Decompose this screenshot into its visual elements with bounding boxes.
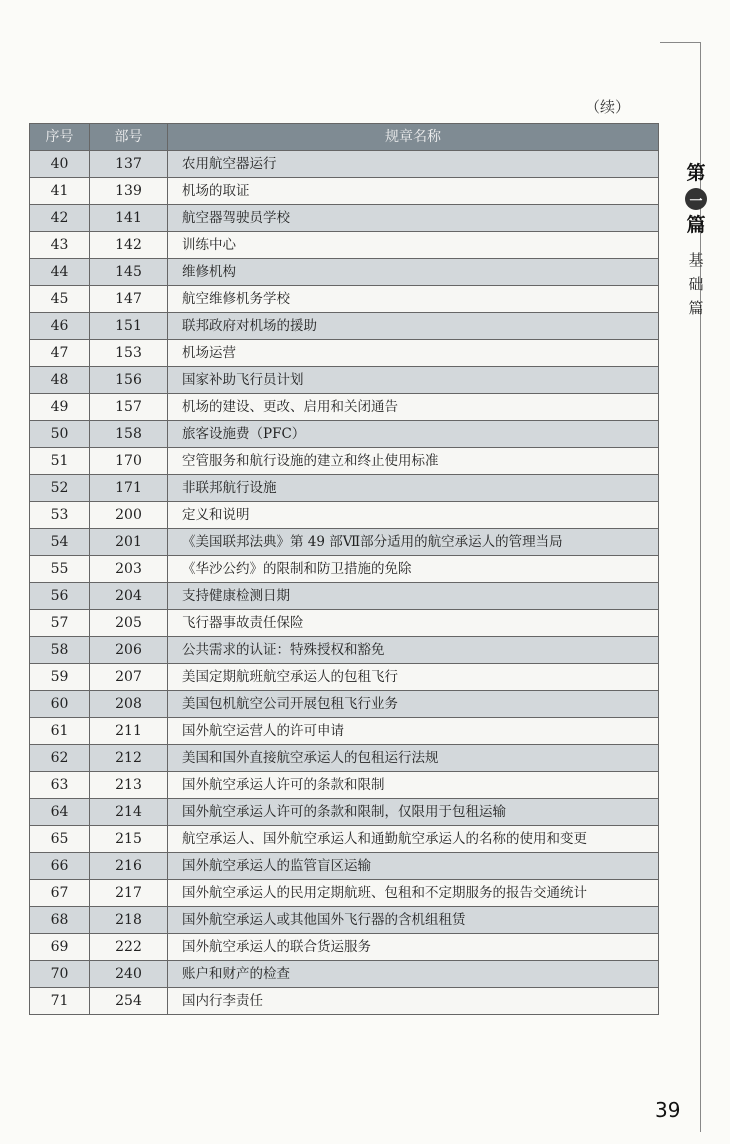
row-index: 58 — [30, 637, 90, 664]
row-index: 67 — [30, 880, 90, 907]
table-row — [30, 664, 659, 691]
row-index: 42 — [30, 205, 90, 232]
page-number: 39 — [655, 1098, 681, 1122]
row-index: 71 — [30, 988, 90, 1015]
header-rule-name: 规章名称 — [168, 124, 659, 151]
row-index: 59 — [30, 664, 90, 691]
header-index: 序号 — [30, 124, 90, 151]
row-index: 43 — [30, 232, 90, 259]
table-row — [30, 151, 659, 178]
row-part-number: 222 — [90, 934, 168, 961]
row-rule-name: 账户和财产的检查 — [168, 961, 659, 988]
table-row — [30, 853, 659, 880]
row-index: 64 — [30, 799, 90, 826]
row-part-number: 203 — [90, 556, 168, 583]
row-part-number: 216 — [90, 853, 168, 880]
row-part-number: 200 — [90, 502, 168, 529]
ordinal-top: 第 — [686, 162, 706, 184]
row-part-number: 147 — [90, 286, 168, 313]
row-rule-name: 旅客设施费（PFC） — [168, 421, 659, 448]
row-index: 41 — [30, 178, 90, 205]
row-rule-name: 公共需求的认证：特殊授权和豁免 — [168, 637, 659, 664]
row-index: 44 — [30, 259, 90, 286]
table-row — [30, 529, 659, 556]
section-char-2: 础 — [688, 275, 704, 293]
table-row — [30, 340, 659, 367]
row-index: 66 — [30, 853, 90, 880]
row-part-number: 211 — [90, 718, 168, 745]
row-index: 63 — [30, 772, 90, 799]
row-rule-name: 航空承运人、国外航空承运人和通勤航空承运人的名称的使用和变更 — [168, 826, 659, 853]
side-line-top — [660, 42, 700, 43]
row-rule-name: 航空器驾驶员学校 — [168, 205, 659, 232]
row-index: 52 — [30, 475, 90, 502]
row-part-number: 171 — [90, 475, 168, 502]
table-row — [30, 259, 659, 286]
table-row — [30, 610, 659, 637]
row-index: 50 — [30, 421, 90, 448]
row-part-number: 204 — [90, 583, 168, 610]
row-index: 70 — [30, 961, 90, 988]
table-row — [30, 475, 659, 502]
row-part-number: 205 — [90, 610, 168, 637]
row-part-number: 214 — [90, 799, 168, 826]
row-index: 69 — [30, 934, 90, 961]
row-part-number: 206 — [90, 637, 168, 664]
row-part-number: 254 — [90, 988, 168, 1015]
row-index: 57 — [30, 610, 90, 637]
row-rule-name: 联邦政府对机场的援助 — [168, 313, 659, 340]
row-part-number: 137 — [90, 151, 168, 178]
table-row — [30, 286, 659, 313]
ordinal-number-badge: 一 — [685, 188, 707, 210]
row-rule-name: 美国和国外直接航空承运人的包租运行法规 — [168, 745, 659, 772]
row-rule-name: 国内行李责任 — [168, 988, 659, 1015]
chapter-side-tab — [676, 160, 716, 320]
continued-label: （续） — [585, 98, 631, 116]
table-row — [30, 448, 659, 475]
row-part-number: 157 — [90, 394, 168, 421]
row-rule-name: 定义和说明 — [168, 502, 659, 529]
table-row — [30, 394, 659, 421]
row-index: 62 — [30, 745, 90, 772]
section-char-1: 基 — [688, 251, 704, 269]
table-row — [30, 745, 659, 772]
row-part-number: 141 — [90, 205, 168, 232]
table-row — [30, 637, 659, 664]
row-rule-name: 非联邦航行设施 — [168, 475, 659, 502]
row-index: 61 — [30, 718, 90, 745]
row-part-number: 218 — [90, 907, 168, 934]
row-rule-name: 航空维修机务学校 — [168, 286, 659, 313]
row-rule-name: 国外航空承运人许可的条款和限制，仅限用于包租运输 — [168, 799, 659, 826]
table-row — [30, 988, 659, 1015]
table-row — [30, 880, 659, 907]
row-part-number: 139 — [90, 178, 168, 205]
row-rule-name: 国外航空运营人的许可申请 — [168, 718, 659, 745]
row-index: 53 — [30, 502, 90, 529]
table-row — [30, 961, 659, 988]
row-part-number: 153 — [90, 340, 168, 367]
table-row — [30, 907, 659, 934]
table-row — [30, 799, 659, 826]
row-rule-name: 《美国联邦法典》第 49 部Ⅶ部分适用的航空承运人的管理当局 — [168, 529, 659, 556]
row-rule-name: 国外航空承运人的监管盲区运输 — [168, 853, 659, 880]
row-index: 47 — [30, 340, 90, 367]
table-body — [30, 151, 659, 1015]
row-part-number: 208 — [90, 691, 168, 718]
row-rule-name: 国外航空承运人许可的条款和限制 — [168, 772, 659, 799]
row-part-number: 170 — [90, 448, 168, 475]
row-rule-name: 机场运营 — [168, 340, 659, 367]
row-rule-name: 维修机构 — [168, 259, 659, 286]
row-rule-name: 机场的建设、更改、启用和关闭通告 — [168, 394, 659, 421]
row-index: 46 — [30, 313, 90, 340]
row-part-number: 151 — [90, 313, 168, 340]
row-index: 45 — [30, 286, 90, 313]
table-row — [30, 718, 659, 745]
row-rule-name: 农用航空器运行 — [168, 151, 659, 178]
table-row — [30, 934, 659, 961]
row-rule-name: 美国定期航班航空承运人的包租飞行 — [168, 664, 659, 691]
header-part: 部号 — [90, 124, 168, 151]
row-index: 56 — [30, 583, 90, 610]
row-part-number: 240 — [90, 961, 168, 988]
row-rule-name: 国外航空承运人的联合货运服务 — [168, 934, 659, 961]
row-index: 68 — [30, 907, 90, 934]
table-row — [30, 691, 659, 718]
row-index: 49 — [30, 394, 90, 421]
row-index: 55 — [30, 556, 90, 583]
row-part-number: 215 — [90, 826, 168, 853]
row-part-number: 142 — [90, 232, 168, 259]
table-row — [30, 178, 659, 205]
row-index: 54 — [30, 529, 90, 556]
row-rule-name: 支持健康检测日期 — [168, 583, 659, 610]
table-row — [30, 556, 659, 583]
row-index: 65 — [30, 826, 90, 853]
row-part-number: 156 — [90, 367, 168, 394]
row-rule-name: 美国包机航空公司开展包租飞行业务 — [168, 691, 659, 718]
row-rule-name: 国家补助飞行员计划 — [168, 367, 659, 394]
row-rule-name: 国外航空承运人或其他国外飞行器的含机组租赁 — [168, 907, 659, 934]
table-row — [30, 502, 659, 529]
row-index: 51 — [30, 448, 90, 475]
row-part-number: 217 — [90, 880, 168, 907]
row-index: 48 — [30, 367, 90, 394]
row-rule-name: 飞行器事故责任保险 — [168, 610, 659, 637]
row-index: 40 — [30, 151, 90, 178]
table-row — [30, 421, 659, 448]
ordinal-bottom: 篇 — [686, 214, 706, 236]
row-rule-name: 训练中心 — [168, 232, 659, 259]
row-rule-name: 机场的取证 — [168, 178, 659, 205]
row-part-number: 207 — [90, 664, 168, 691]
row-rule-name: 空管服务和航行设施的建立和终止使用标准 — [168, 448, 659, 475]
row-rule-name: 《华沙公约》的限制和防卫措施的免除 — [168, 556, 659, 583]
table-row — [30, 232, 659, 259]
row-index: 60 — [30, 691, 90, 718]
table-row — [30, 772, 659, 799]
regulations-table — [29, 123, 659, 1015]
table-row — [30, 205, 659, 232]
row-part-number: 145 — [90, 259, 168, 286]
row-part-number: 212 — [90, 745, 168, 772]
table-row — [30, 313, 659, 340]
table-row — [30, 367, 659, 394]
row-rule-name: 国外航空承运人的民用定期航班、包租和不定期服务的报告交通统计 — [168, 880, 659, 907]
section-char-3: 篇 — [688, 299, 704, 317]
row-part-number: 201 — [90, 529, 168, 556]
table-header-row — [30, 124, 659, 151]
table-row — [30, 826, 659, 853]
row-part-number: 158 — [90, 421, 168, 448]
row-part-number: 213 — [90, 772, 168, 799]
table-row — [30, 583, 659, 610]
